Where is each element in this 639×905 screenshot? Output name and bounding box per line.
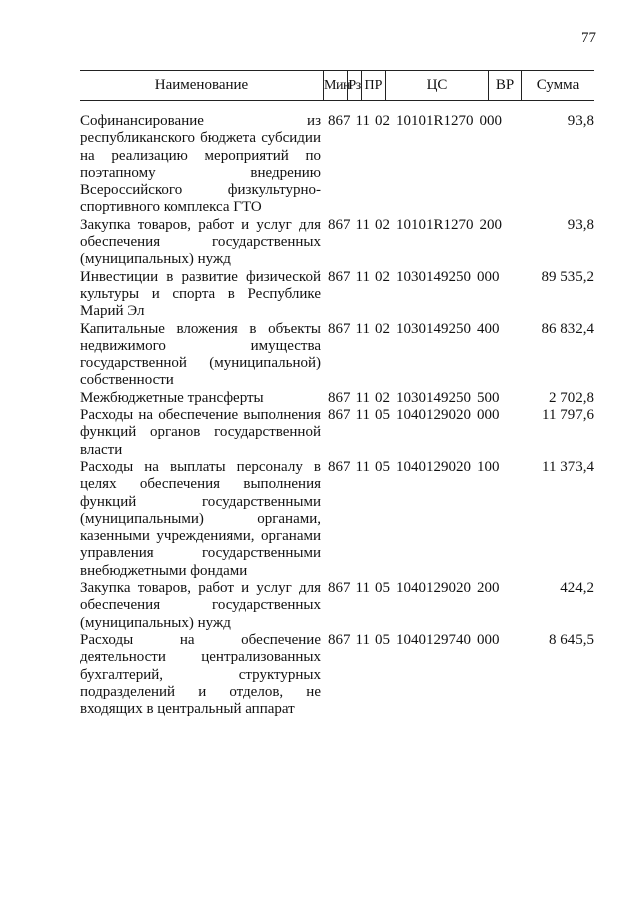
row-pr: 05 bbox=[374, 631, 390, 648]
table-row bbox=[80, 632, 594, 718]
row-sum: 11 797,6 bbox=[542, 407, 594, 424]
table-row bbox=[80, 321, 594, 390]
row-pr: 05 bbox=[374, 407, 390, 424]
row-codes bbox=[321, 407, 521, 424]
row-rz: 11 bbox=[355, 389, 370, 406]
row-cs: 10101R1270 bbox=[395, 113, 474, 129]
row-vr: 000 bbox=[479, 113, 502, 129]
row-sum: 86 832,4 bbox=[541, 320, 594, 337]
row-pr: 05 bbox=[374, 580, 390, 597]
row-min: 867 bbox=[328, 268, 351, 285]
row-name: Расходы на обеспечение выполнения функций органов государственной власти bbox=[80, 407, 321, 458]
row-min: 867 bbox=[328, 580, 351, 597]
row-codes bbox=[321, 580, 521, 597]
header-pr: ПР bbox=[361, 71, 385, 100]
row-name: Закупка товаров, работ и услуг для обеспечения государственных (муниципальных) нужд bbox=[80, 580, 321, 631]
row-codes bbox=[321, 390, 521, 407]
row-rz: 11 bbox=[355, 631, 370, 648]
header-cs: ЦС bbox=[385, 71, 488, 100]
row-cs: 1030149250 bbox=[395, 268, 471, 285]
table-row bbox=[80, 390, 594, 407]
table-header bbox=[80, 70, 594, 101]
row-rz: 11 bbox=[355, 113, 370, 129]
row-min: 867 bbox=[328, 407, 351, 424]
row-codes bbox=[321, 113, 521, 130]
row-sum: 11 373,4 bbox=[542, 458, 594, 475]
row-vr: 000 bbox=[476, 268, 500, 285]
header-vr: ВР bbox=[488, 71, 521, 100]
row-min: 867 bbox=[328, 320, 351, 337]
row-codes bbox=[321, 269, 521, 286]
row-cs: 1030149250 bbox=[395, 389, 471, 406]
row-codes bbox=[321, 632, 521, 649]
row-cs: 1040129740 bbox=[395, 631, 471, 648]
row-codes bbox=[321, 217, 521, 234]
row-vr: 200 bbox=[479, 216, 502, 233]
row-cs: 10101R1270 bbox=[395, 216, 474, 233]
row-min: 867 bbox=[328, 458, 351, 475]
header-rz: Рз bbox=[347, 71, 361, 100]
row-vr: 500 bbox=[476, 389, 500, 406]
row-name: Расходы на обеспечение деятельности централизованных бухгалтерий, структурных подразделений и отделов, не входящих в центральный аппарат bbox=[80, 631, 321, 718]
row-vr: 400 bbox=[476, 320, 500, 337]
row-min: 867 bbox=[328, 631, 351, 648]
row-pr: 02 bbox=[374, 389, 390, 406]
row-codes bbox=[321, 459, 521, 476]
row-min: 867 bbox=[328, 389, 351, 406]
row-pr: 02 bbox=[374, 268, 390, 285]
row-pr: 02 bbox=[374, 216, 390, 233]
row-name: Инвестиции в развитие физической культуры и спорта в Республике Марий Эл bbox=[80, 268, 321, 320]
row-pr: 02 bbox=[374, 113, 390, 129]
row-rz: 11 bbox=[355, 580, 370, 597]
row-vr: 000 bbox=[476, 407, 500, 424]
row-sum: 93,8 bbox=[567, 216, 594, 233]
table-row bbox=[80, 407, 594, 459]
table-row bbox=[80, 113, 594, 217]
row-sum: 89 535,2 bbox=[541, 268, 594, 285]
row-rz: 11 bbox=[355, 407, 370, 424]
table-body bbox=[80, 113, 594, 718]
row-cs: 1040129020 bbox=[395, 458, 471, 475]
row-cs: 1030149250 bbox=[395, 320, 471, 337]
row-name: Капитальные вложения в объекты недвижимого имущества государственной (муниципальной) собственности bbox=[80, 320, 321, 389]
row-sum: 93,8 bbox=[567, 113, 594, 129]
row-name: Расходы на выплаты персоналу в целях обеспечения выполнения функций государственными (муниципальными) органами, казенными учреждениями, органами управления государственными внебюджетными фондами bbox=[80, 458, 321, 579]
row-min: 867 bbox=[328, 113, 351, 129]
row-vr: 000 bbox=[476, 631, 500, 648]
page-number: 77 bbox=[581, 30, 596, 46]
table-row bbox=[80, 459, 594, 580]
row-cs: 1040129020 bbox=[395, 407, 471, 424]
row-vr: 100 bbox=[476, 458, 500, 475]
row-sum: 8 645,5 bbox=[549, 631, 594, 648]
row-pr: 05 bbox=[374, 458, 390, 475]
row-sum: 2 702,8 bbox=[549, 389, 594, 406]
header-name: Наименование bbox=[154, 77, 249, 93]
row-rz: 11 bbox=[355, 320, 370, 337]
row-rz: 11 bbox=[355, 216, 370, 233]
header-sum: Сумма bbox=[521, 71, 594, 100]
row-codes bbox=[321, 321, 521, 338]
row-cs: 1040129020 bbox=[395, 580, 471, 597]
row-vr: 200 bbox=[476, 580, 500, 597]
table-row bbox=[80, 217, 594, 269]
row-sum: 424,2 bbox=[560, 580, 594, 597]
row-rz: 11 bbox=[355, 268, 370, 285]
row-pr: 02 bbox=[374, 320, 390, 337]
table-row bbox=[80, 269, 594, 321]
row-name: Софинансирование из республиканского бюджета субсидии на реализацию мероприятий по поэтапному внедрению Всероссийского физкультурно-спортивного комплекса ГТО bbox=[80, 113, 321, 216]
row-name: Закупка товаров, работ и услуг для обеспечения государственных (муниципальных) нужд bbox=[80, 216, 321, 268]
table-row bbox=[80, 580, 594, 632]
row-min: 867 bbox=[328, 216, 351, 233]
row-name: Межбюджетные трансферты bbox=[80, 389, 264, 406]
header-min: Мин bbox=[323, 71, 347, 100]
row-rz: 11 bbox=[355, 458, 370, 475]
